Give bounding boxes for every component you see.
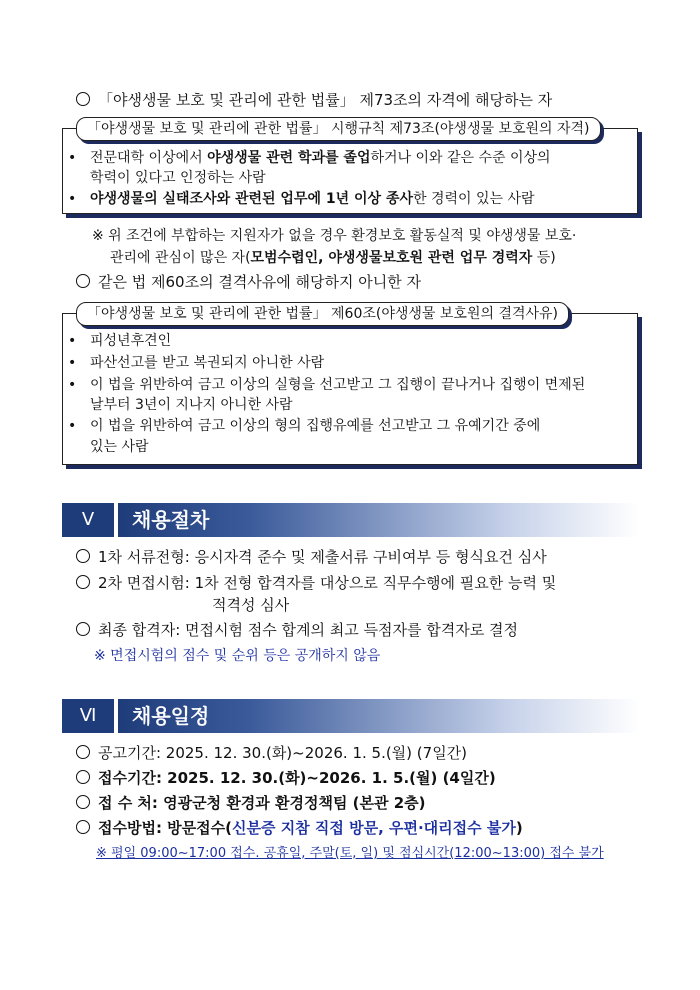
qualification-item-73 — [76, 90, 552, 110]
procedure-item-text: 2차 면접시험: 1차 전형 합격자를 대상으로 직무수행에 필요한 능력 및 — [98, 574, 557, 592]
bullet-text-cont: 있는 사람 — [90, 439, 149, 455]
qualification-item-60-text: 같은 법 제60조의 결격사유에 해당하지 아니한 자 — [98, 273, 422, 291]
note-line-2-part: 등) — [532, 250, 556, 266]
law-box-article60-title: 「야생생물 보호 및 관리에 관한 법률」 제60조(야생생물 보호원의 결격사유) — [76, 302, 569, 326]
section-number: Ⅵ — [62, 699, 114, 733]
bullet-text-cont: 날부터 3년이 지나지 아니한 사람 — [90, 397, 293, 413]
circle-bullet-icon — [76, 549, 90, 563]
procedure-item-3 — [76, 620, 518, 640]
schedule-item-text: 접수방법: 방문접수( — [98, 819, 232, 837]
bullet-text: 이 법을 위반하여 금고 이상의 실형을 선고받고 그 집행이 끝나거나 집행이 면제된 — [90, 377, 586, 393]
bullet-text-part: 하거나 이와 같은 수준 이상의 — [370, 150, 551, 166]
section-number: Ⅴ — [62, 503, 114, 537]
circle-bullet-icon — [76, 770, 90, 784]
bullet-text: 이 법을 위반하여 금고 이상의 형의 집행유예를 선고받고 그 유예기간 중에 — [90, 418, 541, 434]
law-box-article60-bullet-3-cont — [90, 395, 293, 415]
qualification-item-73-text: 「야생생물 보호 및 관리에 관한 법률」 제73조의 자격에 해당하는 자 — [98, 91, 553, 109]
law-box-article73-title: 「야생생물 보호 및 관리에 관한 법률」 시행규칙 제73조(야생생물 보호원의 자격) — [76, 117, 601, 141]
note-line-2-bold: 모범수렵인, 야생생물보호원 관련 업무 경력자 — [250, 250, 533, 266]
schedule-item-4 — [76, 818, 523, 838]
procedure-note-text: ※ 면접시험의 점수 및 순위 등은 공개하지 않음 — [94, 648, 381, 664]
circle-bullet-icon — [76, 575, 90, 589]
circle-bullet-icon — [76, 820, 90, 834]
schedule-note-text: ※ 평일 09:00~17:00 접수. 공휴일, 주말(토, 일) 및 점심시간(12:00~13:00) 접수 불가 — [96, 846, 604, 861]
procedure-note — [94, 646, 380, 666]
procedure-item-1 — [76, 547, 547, 567]
schedule-item-1 — [76, 743, 467, 763]
schedule-item-text: 접수기간: 2025. 12. 30.(화)~2026. 1. 5.(월) (4일간) — [98, 769, 496, 787]
schedule-item-text-blue: 신분증 지참 직접 방문, 우편·대리접수 불가 — [232, 819, 516, 837]
schedule-item-3 — [76, 793, 426, 813]
bullet-dot-icon: • — [68, 150, 77, 166]
bullet-text-part: 전문대학 이상에서 — [90, 150, 208, 166]
bullet-dot-icon: • — [68, 191, 77, 207]
note-line-2-part: 관리에 관심이 많은 자( — [110, 250, 251, 266]
law-box-article60-bullet-4-cont — [90, 437, 149, 457]
schedule-item-text: 공고기간: 2025. 12. 30.(화)~2026. 1. 5.(월) (7일간) — [98, 744, 468, 762]
bullet-text-bold: 야생생물 관련 학과를 졸업 — [207, 150, 371, 166]
procedure-item-text: 1차 서류전형: 응시자격 준수 및 제출서류 구비여부 등 형식요건 심사 — [98, 548, 547, 566]
circle-bullet-icon — [76, 622, 90, 636]
circle-bullet-icon — [76, 92, 90, 106]
bullet-text — [90, 189, 535, 209]
circle-bullet-icon — [76, 745, 90, 759]
bullet-dot-icon: • — [68, 377, 77, 393]
bullet-text-cont: 학력이 있다고 인정하는 사람 — [90, 170, 266, 186]
note-line-1: ※ 위 조건에 부합하는 지원자가 없을 경우 환경보호 활동실적 및 야생생물 보호· — [92, 228, 577, 244]
section-title: 채용일정 — [132, 704, 210, 728]
procedure-item-2-cont — [212, 595, 289, 615]
circle-bullet-icon — [76, 795, 90, 809]
procedure-item-2 — [76, 573, 556, 593]
section-title-bar — [118, 503, 640, 537]
bullet-text-part: 한 경력이 있는 사람 — [413, 191, 535, 207]
bullet-dot-icon: • — [68, 355, 77, 371]
bullet-dot-icon: • — [68, 418, 77, 434]
bullet-text-bold: 야생생물의 실태조사와 관련된 업무에 1년 이상 종사 — [90, 191, 413, 207]
procedure-item-text: 최종 합격자: 면접시험 점수 합계의 최고 득점자를 합격자로 결정 — [98, 621, 518, 639]
note-alt-condition — [92, 226, 576, 246]
law-box-article73-bullet-1-cont — [90, 168, 266, 188]
bullet-dot-icon: • — [68, 333, 77, 349]
section-header-v — [62, 503, 640, 537]
bullet-text — [90, 148, 551, 168]
schedule-item-text: ) — [515, 819, 523, 837]
section-header-vi — [62, 699, 640, 733]
schedule-note — [96, 844, 604, 864]
schedule-item-text: 접 수 처: 영광군청 환경과 환경정책팀 (본관 2층) — [98, 794, 426, 812]
qualification-item-60 — [76, 272, 421, 292]
procedure-item-text-cont: 적격성 심사 — [212, 596, 290, 614]
note-alt-condition-line2 — [110, 248, 556, 268]
section-title-bar — [118, 699, 640, 733]
circle-bullet-icon — [76, 274, 90, 288]
bullet-text: 파산선고를 받고 복권되지 아니한 사람 — [90, 355, 325, 371]
bullet-text: 피성년후견인 — [90, 333, 172, 349]
section-title: 채용절차 — [132, 508, 210, 532]
schedule-item-2 — [76, 768, 496, 788]
